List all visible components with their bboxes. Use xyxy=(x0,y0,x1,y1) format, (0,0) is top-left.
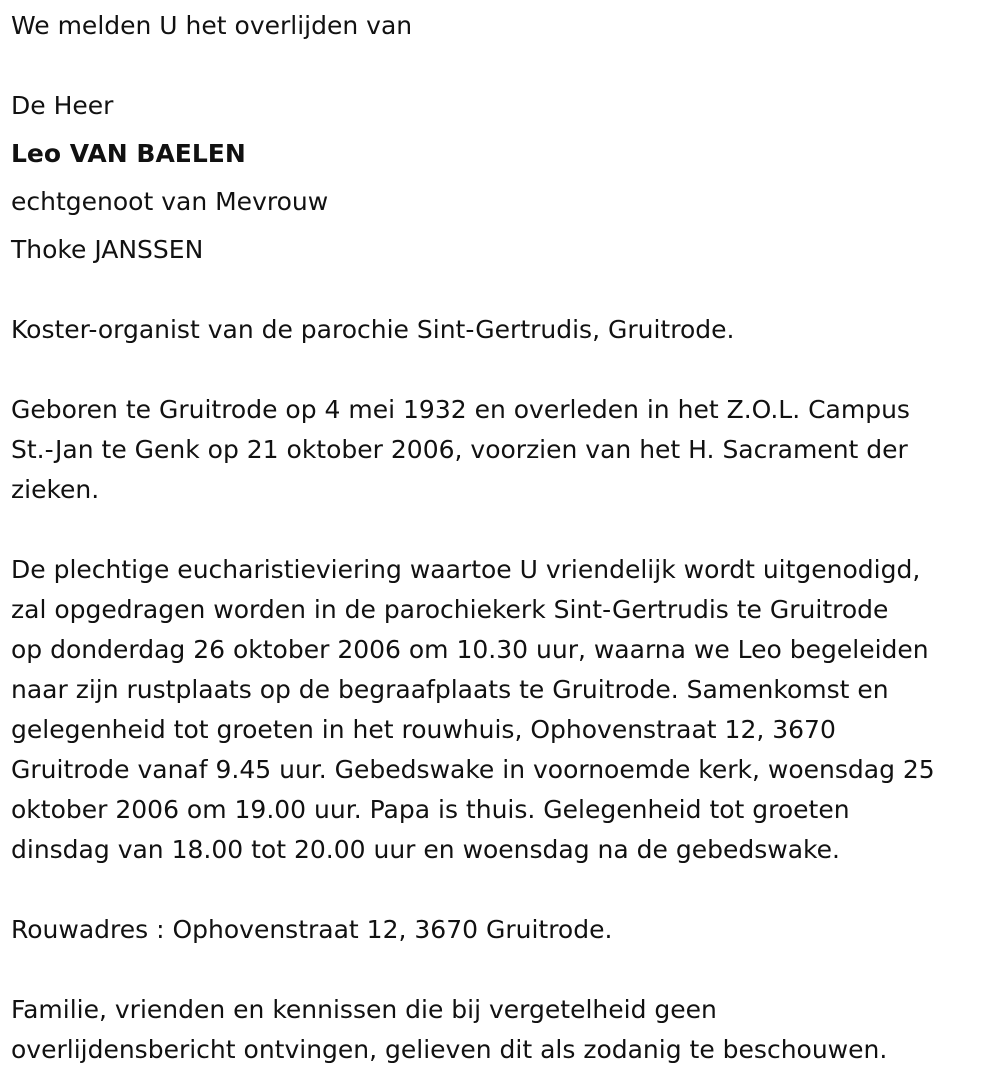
paragraph-line: Familie, vrienden en kennissen die bij vergetelheid geen xyxy=(11,995,717,1024)
paragraph-line: St.-Jan te Genk op 21 oktober 2006, voorzien van het H. Sacrament der xyxy=(11,435,908,464)
paragraph-line: zieken. xyxy=(11,475,100,504)
intro-text: We melden U het overlijden van xyxy=(11,11,413,40)
paragraph-line: naar zijn rustplaats op de begraafplaats te Gruitrode. Samenkomst en xyxy=(11,675,889,704)
paragraph-line: zal opgedragen worden in de parochiekerk Sint-Gertrudis te Gruitrode xyxy=(11,595,889,624)
ceremony-paragraph xyxy=(11,550,996,870)
paragraph-line: oktober 2006 om 19.00 uur. Papa is thuis. Gelegenheid tot groeten xyxy=(11,795,850,824)
closing-paragraph xyxy=(11,990,996,1070)
birth-death-paragraph xyxy=(11,390,996,510)
paragraph-line: overlijdensbericht ontvingen, gelieven dit als zodanig te beschouwen. xyxy=(11,1035,888,1064)
spouse-name: Thoke JANSSEN xyxy=(11,235,204,264)
paragraph-line: dinsdag van 18.00 tot 20.00 uur en woensdag na de gebedswake. xyxy=(11,835,840,864)
address-paragraph xyxy=(11,910,996,950)
spacer xyxy=(11,278,996,310)
spouse-label: echtgenoot van Mevrouw xyxy=(11,187,329,216)
paragraph-line: gelegenheid tot groeten in het rouwhuis, Ophovenstraat 12, 3670 xyxy=(11,715,836,744)
role-text: Koster-organist van de parochie Sint-Gertrudis, Gruitrode. xyxy=(11,315,735,344)
paragraph-line: De plechtige eucharistieviering waartoe U vriendelijk wordt uitgenodigd, xyxy=(11,555,921,584)
spacer xyxy=(11,54,996,86)
spacer xyxy=(11,950,996,990)
death-notice xyxy=(11,6,996,1070)
spacer xyxy=(11,358,996,390)
address-text: Rouwadres : Ophovenstraat 12, 3670 Gruitrode. xyxy=(11,915,613,944)
paragraph-line: Geboren te Gruitrode op 4 mei 1932 en overleden in het Z.O.L. Campus xyxy=(11,395,910,424)
title-text: De Heer xyxy=(11,91,114,120)
paragraph-line: op donderdag 26 oktober 2006 om 10.30 uur, waarna we Leo begeleiden xyxy=(11,635,929,664)
paragraph-line: Gruitrode vanaf 9.45 uur. Gebedswake in voornoemde kerk, woensdag 25 xyxy=(11,755,935,784)
spacer xyxy=(11,510,996,550)
spacer xyxy=(11,870,996,910)
deceased-name: Leo VAN BAELEN xyxy=(11,139,246,168)
